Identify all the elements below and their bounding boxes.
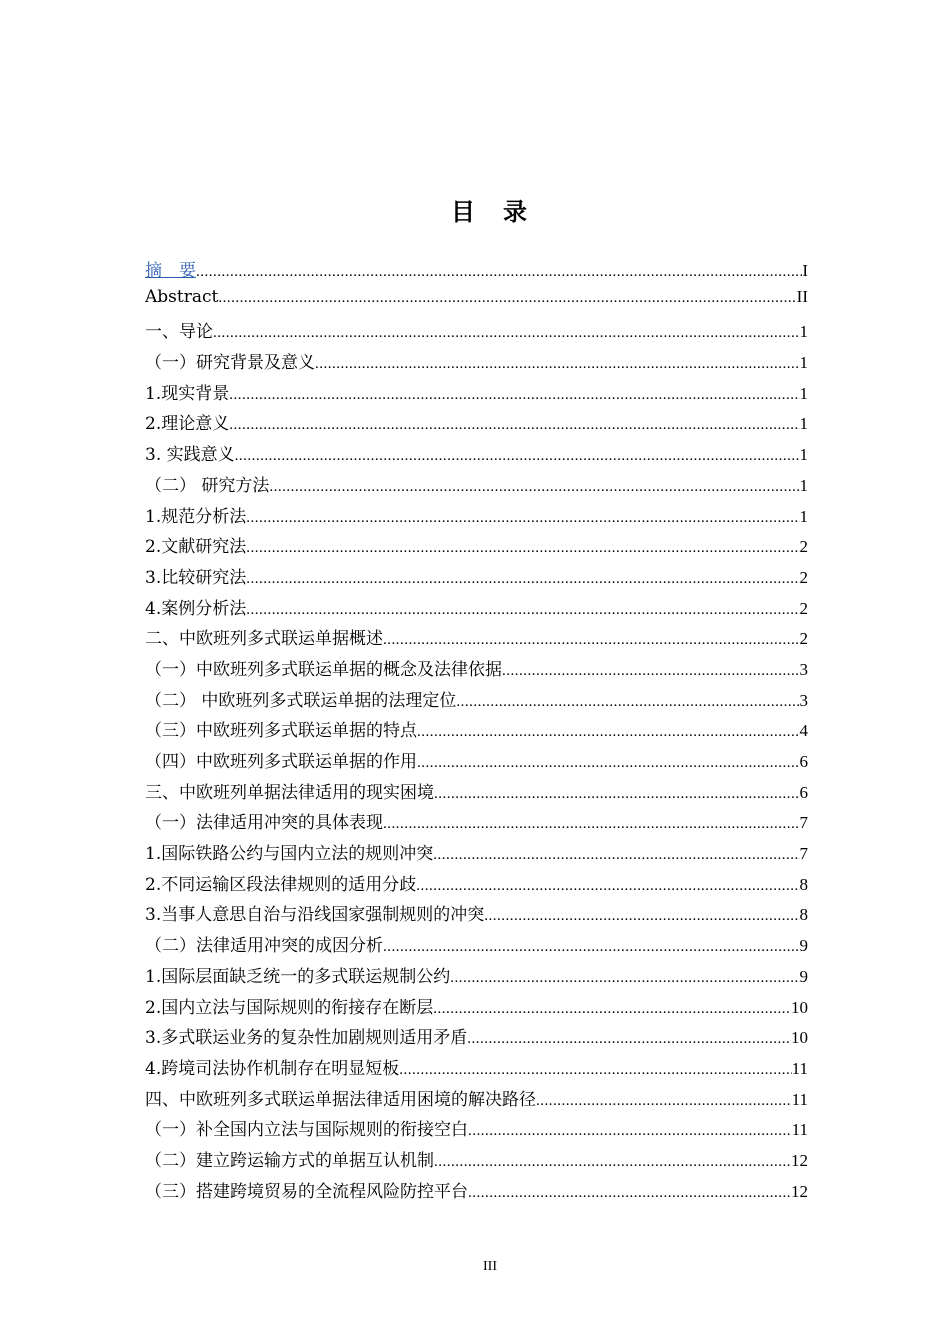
toc-entry[interactable] [145, 808, 808, 839]
toc-entry[interactable] [145, 778, 808, 809]
toc-dot-leader [468, 1123, 792, 1140]
toc-dot-leader [434, 786, 800, 803]
toc-entry-label: 3. 实践意义 [145, 445, 235, 466]
toc-dot-leader [269, 479, 799, 496]
toc-entry-page: 1 [799, 353, 808, 373]
toc-title: 目 录 [451, 198, 529, 226]
toc-entry-label: 4.案例分析法 [145, 598, 247, 619]
toc-entry[interactable] [145, 409, 808, 440]
toc-entry-page: I [802, 261, 808, 280]
toc-entry-page: 11 [791, 1058, 808, 1078]
toc-dot-leader [484, 908, 799, 925]
toc-dot-leader [433, 847, 799, 864]
toc-entry[interactable] [145, 655, 808, 686]
toc-entry-label: 2.不同运输区段法律规则的适用分歧 [145, 874, 417, 895]
toc-entry-label: （二）法律适用冲突的成因分析 [145, 936, 383, 957]
toc-dot-leader [416, 878, 799, 895]
toc-entry[interactable] [145, 317, 808, 348]
toc-entry-page: 7 [799, 844, 808, 864]
toc-dot-leader [229, 387, 799, 404]
toc-entry-page: II [796, 286, 808, 306]
toc-entry-page: 11 [791, 1089, 808, 1109]
toc-entry-label: 1.国际层面缺乏统一的多式联运规制公约 [145, 966, 451, 987]
toc-entry[interactable] [145, 440, 808, 471]
toc-dot-leader [246, 510, 799, 527]
toc-entry-label: （一）研究背景及意义 [145, 353, 315, 374]
toc-entry[interactable] [145, 747, 808, 778]
toc-entry[interactable] [145, 256, 808, 287]
page-number-footer: III [483, 1259, 497, 1274]
toc-entry[interactable] [145, 1115, 808, 1146]
toc-dot-leader [213, 325, 800, 342]
toc-dot-leader [218, 290, 796, 307]
toc-dot-leader [235, 448, 800, 465]
toc-entry[interactable] [145, 716, 808, 747]
toc-entry-label: （二） 研究方法 [145, 475, 270, 496]
toc-entry[interactable] [145, 993, 808, 1024]
toc-entry-page: 11 [791, 1120, 808, 1140]
toc-dot-leader [433, 1001, 791, 1018]
toc-entry-label: （三）中欧班列多式联运单据的特点 [145, 721, 417, 742]
toc-entry-label: 2.文献研究法 [145, 537, 247, 558]
toc-entry-label: （三）搭建跨境贸易的全流程风险防控平台 [145, 1181, 468, 1202]
toc-entry-page: 10 [791, 1028, 808, 1048]
toc-dot-leader [450, 970, 799, 987]
toc-entry[interactable] [145, 502, 808, 533]
toc-entry-page: 1 [799, 383, 808, 403]
toc-entry[interactable] [145, 686, 808, 717]
toc-entry[interactable] [145, 1023, 808, 1054]
toc-dot-leader [315, 356, 800, 373]
toc-entry-label: 3.当事人意思自治与沿线国家强制规则的冲突 [145, 905, 485, 926]
toc-dot-leader [383, 816, 800, 833]
toc-entry-label: 二、中欧班列多式联运单据概述 [145, 629, 383, 650]
toc-entry-label: 四、中欧班列多式联运单据法律适用困境的解决路径 [145, 1089, 536, 1110]
toc-entry-label: （二） 中欧班列多式联运单据的法理定位 [145, 690, 457, 711]
toc-entry-label: 3.比较研究法 [145, 567, 247, 588]
toc-entry-page: 2 [799, 629, 808, 649]
toc-dot-leader [196, 264, 802, 281]
toc-entry-page: 4 [799, 721, 808, 741]
toc-dot-leader [417, 755, 800, 772]
toc-entry-page: 9 [799, 936, 808, 956]
toc-entry-page: 2 [799, 567, 808, 587]
toc-entry-label: 三、中欧班列单据法律适用的现实困境 [145, 782, 434, 803]
toc-dot-leader [502, 663, 800, 680]
toc-entry-page: 2 [799, 598, 808, 618]
toc-dot-leader [434, 1154, 791, 1171]
toc-entry-label: （四）中欧班列多式联运单据的作用 [145, 752, 417, 772]
toc-entry[interactable] [145, 931, 808, 962]
toc-dot-leader [536, 1093, 792, 1110]
toc-entry-page: 1 [799, 475, 808, 495]
toc-entry-page: 1 [799, 445, 808, 465]
toc-dot-leader [383, 939, 800, 956]
toc-entry-label[interactable]: 摘 要 [145, 261, 196, 281]
toc-dot-leader [246, 571, 799, 588]
toc-entry-page: 7 [799, 813, 808, 833]
toc-entry[interactable] [145, 900, 808, 931]
toc-dot-leader [468, 1185, 791, 1202]
toc-entry-label: 3.多式联运业务的复杂性加剧规则适用矛盾 [145, 1028, 468, 1049]
toc-entry-label: 4.跨境司法协作机制存在明显短板 [145, 1058, 400, 1079]
toc-entry-page: 6 [799, 752, 808, 771]
toc-entry-label: （二）建立跨运输方式的单据互认机制 [145, 1150, 434, 1171]
toc-dot-leader [467, 1031, 791, 1048]
toc-entry-label: （一）中欧班列多式联运单据的概念及法律依据 [145, 659, 502, 680]
toc-entry[interactable] [145, 839, 808, 870]
toc-entry-label: （一）法律适用冲突的具体表现 [145, 813, 383, 834]
toc-entry[interactable] [145, 287, 808, 318]
toc-entry-page: 9 [799, 966, 808, 986]
toc-entry[interactable] [145, 624, 808, 655]
toc-entry[interactable] [145, 563, 808, 594]
toc-entry[interactable] [145, 594, 808, 625]
toc-entry-page: 12 [791, 1181, 808, 1201]
toc-entry[interactable] [145, 962, 808, 993]
toc-entry[interactable] [145, 1085, 808, 1116]
toc-entry-page: 10 [791, 997, 808, 1017]
toc-entry[interactable] [145, 379, 808, 410]
toc-entry[interactable] [145, 532, 808, 563]
toc-entry-label: 2.理论意义 [145, 414, 230, 435]
toc-entry-page: 1 [799, 506, 808, 526]
toc-entry-page: 12 [791, 1150, 808, 1170]
toc-entry[interactable] [145, 870, 808, 901]
toc-entry-page: 1 [799, 414, 808, 434]
toc-entry-label: 1.规范分析法 [145, 506, 247, 527]
toc-entry-page: 3 [799, 690, 808, 710]
toc-entry-label: 一、导论 [145, 322, 213, 343]
toc-entry-page: 2 [799, 537, 808, 557]
toc-entry-label: 1.现实背景 [145, 383, 230, 404]
table-of-contents [145, 256, 808, 1207]
toc-dot-leader [246, 540, 799, 557]
toc-dot-leader [229, 417, 799, 434]
toc-entry[interactable] [145, 1177, 808, 1208]
toc-dot-leader [456, 694, 799, 711]
toc-entry-page: 1 [799, 322, 808, 342]
toc-entry[interactable] [145, 1054, 808, 1085]
toc-dot-leader [246, 602, 799, 619]
toc-entry[interactable] [145, 1146, 808, 1177]
toc-entry-page: 3 [799, 659, 808, 679]
toc-entry-label: Abstract [145, 286, 219, 307]
toc-entry-page: 8 [799, 874, 808, 894]
toc-entry[interactable] [145, 348, 808, 379]
toc-dot-leader [399, 1062, 791, 1079]
toc-dot-leader [417, 724, 800, 741]
toc-entry[interactable] [145, 471, 808, 502]
toc-entry-page: 8 [799, 905, 808, 925]
toc-entry-label: 2.国内立法与国际规则的衔接存在断层 [145, 997, 434, 1018]
toc-entry-page: 6 [799, 782, 808, 802]
toc-entry-label: （一）补全国内立法与国际规则的衔接空白 [145, 1120, 468, 1141]
toc-dot-leader [383, 632, 800, 649]
toc-entry-label: 1.国际铁路公约与国内立法的规则冲突 [145, 844, 434, 865]
